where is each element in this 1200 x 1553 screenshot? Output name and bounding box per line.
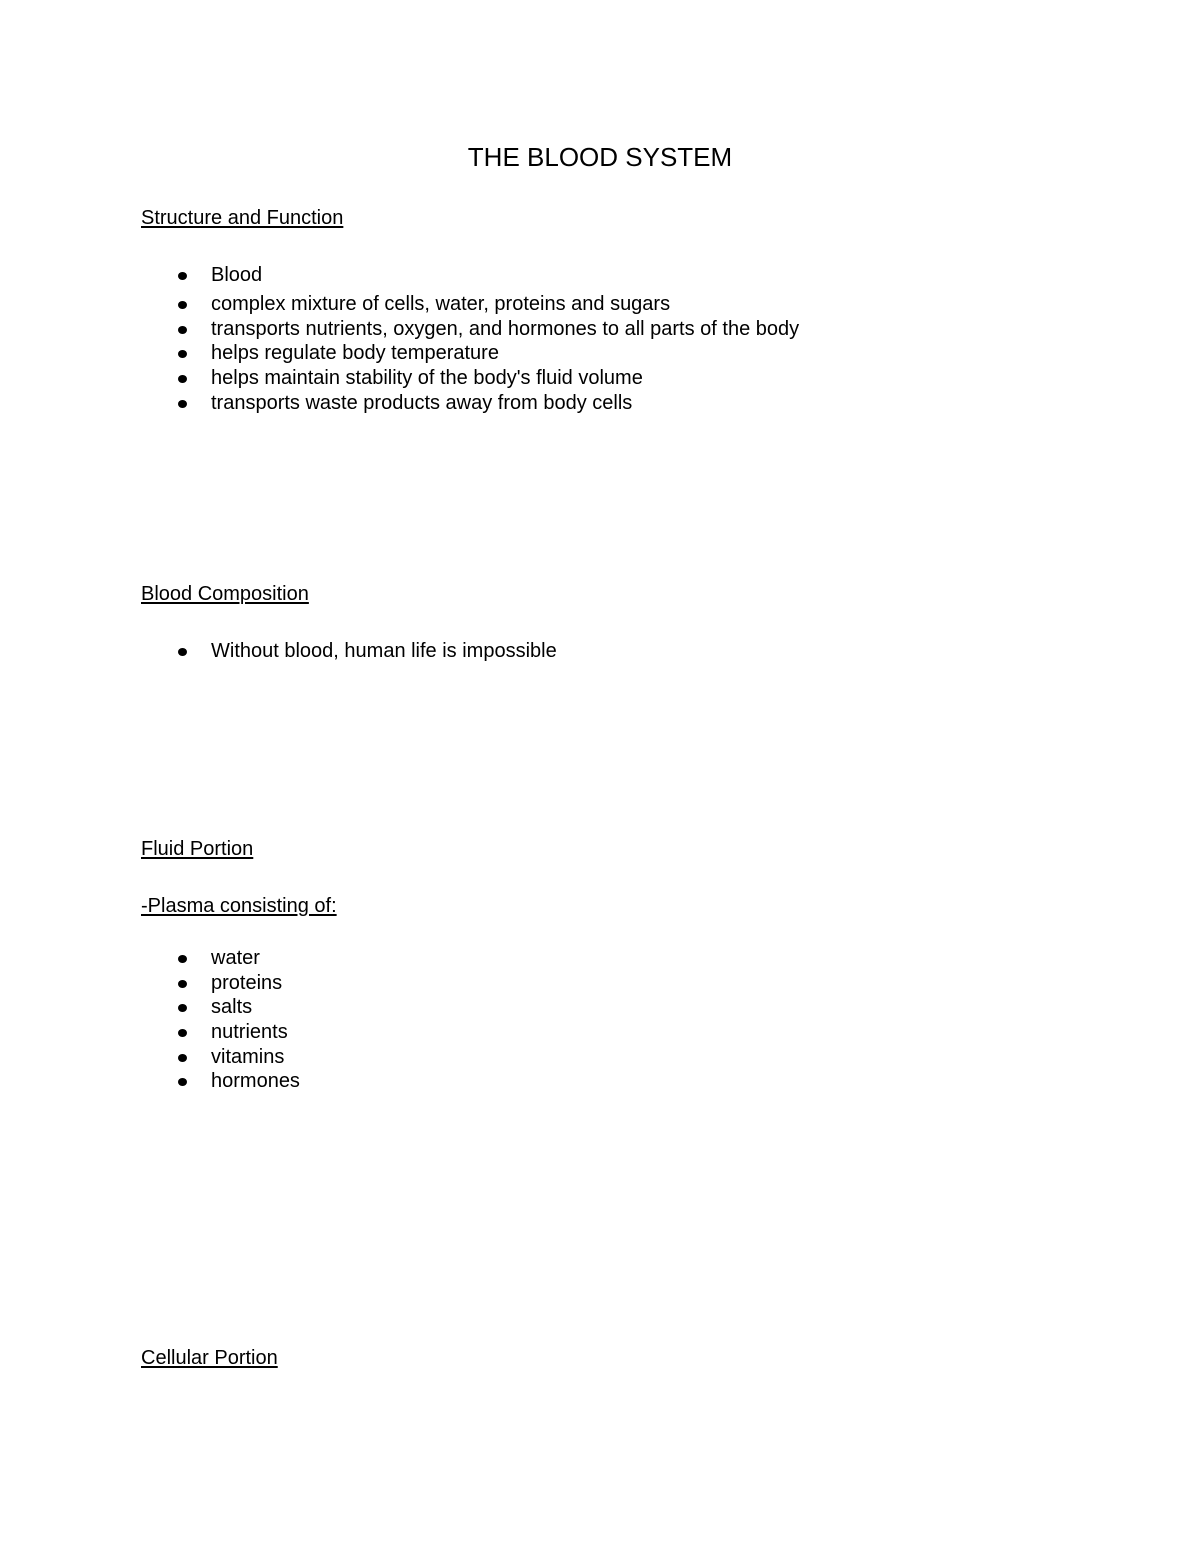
- document-page: THE BLOOD SYSTEM Structure and Function Blood complex mixture of cells, water, proteins and sugars transports nutrients, oxygen, and hormones to all parts of the body helps regulate body temperature helps maintain stability of the body's fluid volume transports waste products away from body cells Blood Composition Without blood, human life is impossible Fluid Portion -Plasma consisting of: water proteins salts nutrients vitamins hormones Cellular Portion: [0, 0, 1200, 1553]
- bullet-icon: [178, 400, 187, 408]
- page-title: THE BLOOD SYSTEM: [467, 142, 733, 172]
- bullet-icon: [178, 1004, 187, 1012]
- section-heading-blood-composition: Blood Composition: [141, 583, 309, 605]
- bullet-icon: [178, 272, 187, 280]
- bullet-icon: [178, 648, 187, 656]
- bullet-icon: [178, 326, 187, 334]
- section-heading-fluid-portion: Fluid Portion: [141, 838, 254, 860]
- bullet-icon: [178, 1078, 187, 1086]
- bullet-icon: [178, 955, 187, 963]
- bullet-icon: [178, 1029, 187, 1037]
- bullet-icon: [178, 375, 187, 383]
- bullet-icon: [178, 980, 187, 988]
- bullet-icon: [178, 1054, 187, 1062]
- plasma-subheading: -Plasma consisting of:: [141, 895, 337, 917]
- section-heading-structure-function: Structure and Function: [141, 207, 344, 229]
- bullet-icon: [178, 301, 187, 309]
- section-heading-cellular-portion: Cellular Portion: [141, 1347, 278, 1369]
- bullet-icon: [178, 350, 187, 358]
